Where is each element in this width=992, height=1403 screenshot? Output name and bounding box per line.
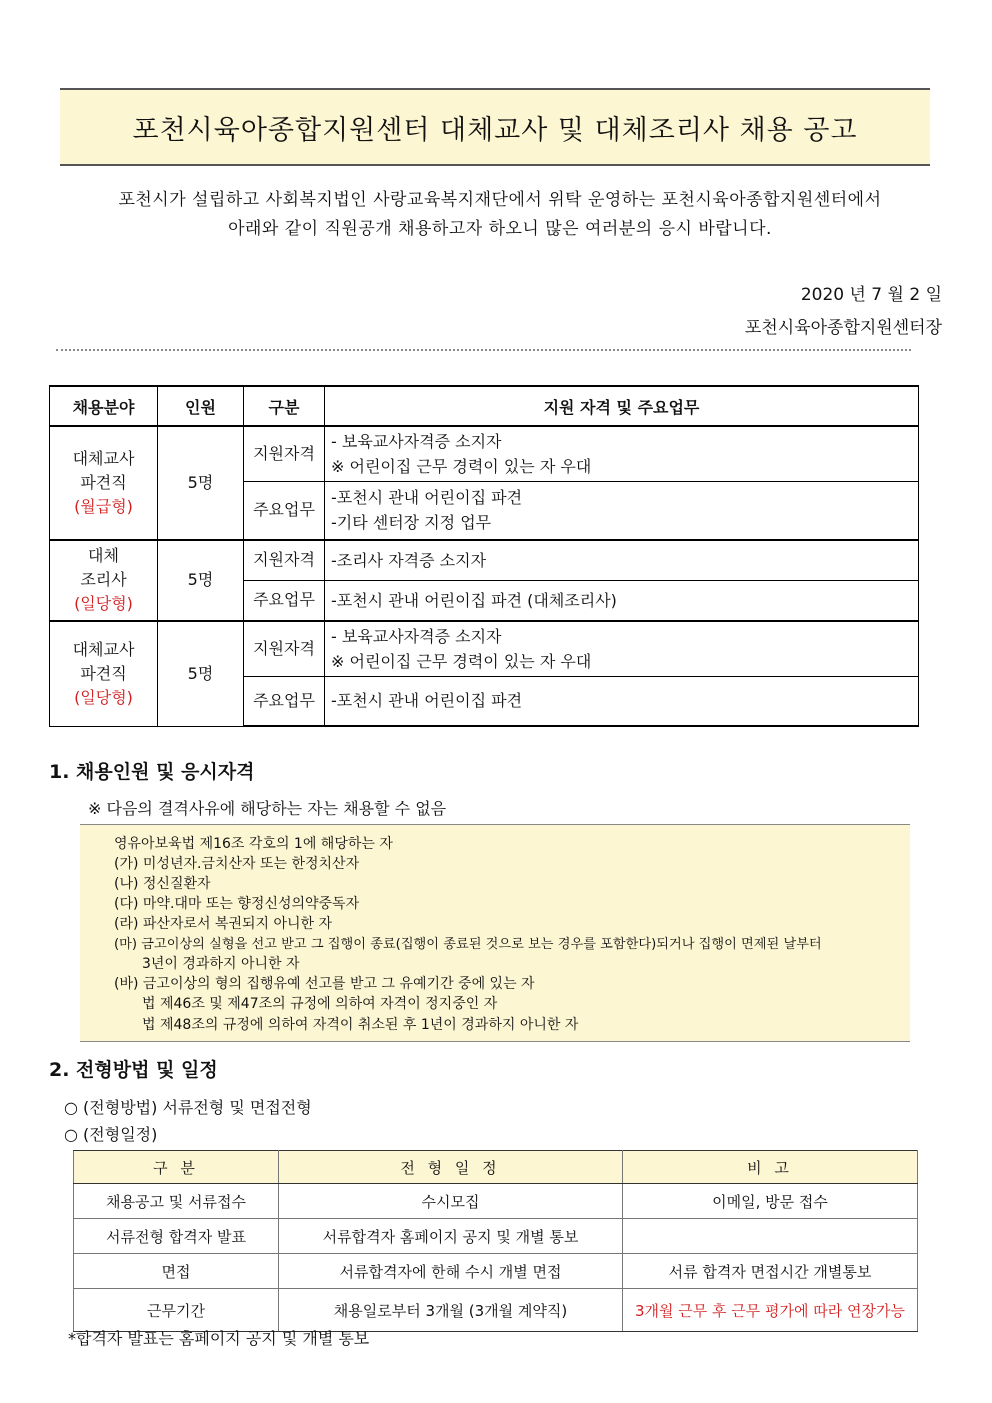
pay-type: (일당형) xyxy=(74,594,133,613)
category-label: 지원자격 xyxy=(244,426,325,482)
table-cell: 서류합격자 홈페이지 공지 및 개별 통보 xyxy=(279,1219,623,1254)
list-item: (마) 금고이상의 실형을 선고 받고 그 집행이 종료(집행이 종료된 것으로 보는 경우를 포함한다)되거나 집행이 면제된 날부터 xyxy=(114,937,822,952)
qualification: -조리사 자격증 소지자 xyxy=(325,540,919,581)
category-label: 지원자격 xyxy=(244,621,325,677)
page-title: 포천시육아종합지원센터 대체교사 및 대체조리사 채용 공고 xyxy=(60,88,930,166)
column-header: 채용분야 xyxy=(50,386,158,426)
jobs-table xyxy=(49,385,919,727)
section-heading: 1. 채용인원 및 응시자격 xyxy=(49,761,255,783)
list-item: (라) 파산자로서 복권되지 아니한 자 xyxy=(114,916,333,932)
list-item: 법 제46조 및 제47조의 규정에 의하여 자격이 정지중인 자 xyxy=(142,996,498,1012)
table-cell: 면접 xyxy=(74,1254,279,1289)
table-cell: 이메일, 방문 접수 xyxy=(623,1184,918,1219)
table-cell: 3개월 근무 후 근무 평가에 따라 연장가능 xyxy=(623,1289,918,1332)
list-item: 영유아보육법 제16조 각호의 1에 해당하는 자 xyxy=(114,836,393,852)
pay-type: (일당형) xyxy=(74,687,133,707)
table-row xyxy=(74,1219,918,1254)
duty: -포천시 관내 어린이집 파견 -기타 센터장 지정 업무 xyxy=(325,482,919,540)
table-cell: 채용일로부터 3개월 (3개월 계약직) xyxy=(279,1289,623,1332)
list-item: 3년이 경과하지 아니한 자 xyxy=(142,956,300,972)
column-header: 인원 xyxy=(158,386,244,426)
list-item: (나) 정신질환자 xyxy=(114,876,211,892)
announce-date: 2020 년 7 월 2 일 xyxy=(800,285,942,305)
disqualification-box xyxy=(80,824,910,1042)
headcount: 5명 xyxy=(158,540,244,621)
table-cell: 채용공고 및 서류접수 xyxy=(74,1184,279,1219)
table-row xyxy=(74,1254,918,1289)
category-label: 주요업무 xyxy=(244,482,325,540)
list-item: 법 제48조의 규정에 의하여 자격이 취소된 후 1년이 경과하지 아니한 자 xyxy=(142,1017,579,1033)
list-item: (다) 마약.대마 또는 향정신성의약중독자 xyxy=(114,896,360,912)
disqualification-note: ※ 다음의 결격사유에 해당하는 자는 채용할 수 없음 xyxy=(88,799,447,818)
table-row xyxy=(50,426,919,482)
intro-line: 아래와 같이 직원공개 채용하고자 하오니 많은 여러분의 응시 바랍니다. xyxy=(228,219,772,239)
headcount: 5명 xyxy=(158,426,244,540)
category-label: 지원자격 xyxy=(244,540,325,581)
column-header: 구 분 xyxy=(74,1151,279,1184)
duty: -포천시 관내 어린이집 파견 (대체조리사) xyxy=(325,581,919,621)
dotted-divider xyxy=(56,349,911,351)
job-field: 대체교사 파견직 (월급형) xyxy=(50,426,158,540)
table-row xyxy=(50,540,919,581)
table-row xyxy=(74,1184,918,1219)
table-header-row xyxy=(50,386,919,426)
category-label: 주요업무 xyxy=(244,676,325,726)
table-cell xyxy=(623,1219,918,1254)
column-header: 전 형 일 정 xyxy=(279,1151,623,1184)
job-field: 대체 조리사 (일당형) xyxy=(50,540,158,621)
column-header: 비 고 xyxy=(623,1151,918,1184)
table-cell: 서류전형 합격자 발표 xyxy=(74,1219,279,1254)
table-row xyxy=(50,621,919,677)
qualification: - 보육교사자격증 소지자 ※ 어린이집 근무 경력이 있는 자 우대 xyxy=(325,621,919,677)
intro-line: 포천시가 설립하고 사회복지법인 사랑교육복지재단에서 위탁 운영하는 포천시육아종합지원센터에서 xyxy=(118,190,882,210)
qualification: - 보육교사자격증 소지자 ※ 어린이집 근무 경력이 있는 자 우대 xyxy=(325,426,919,482)
column-header: 지원 자격 및 주요업무 xyxy=(325,386,919,426)
schedule-label: ○ (전형일정) xyxy=(64,1125,158,1144)
schedule-table xyxy=(73,1150,918,1332)
table-cell: 서류 합격자 면접시간 개별통보 xyxy=(623,1254,918,1289)
column-header: 구분 xyxy=(244,386,325,426)
pay-type: (월급형) xyxy=(74,496,133,516)
organization-name: 포천시육아종합지원센터장 xyxy=(744,318,942,338)
table-cell: 서류합격자에 한해 수시 개별 면접 xyxy=(279,1254,623,1289)
headcount: 5명 xyxy=(158,621,244,727)
table-cell: 수시모집 xyxy=(279,1184,623,1219)
selection-method: ○ (전형방법) 서류전형 및 면접전형 xyxy=(64,1098,312,1117)
table-header-row xyxy=(74,1151,918,1184)
list-item: (바) 금고이상의 형의 집행유예 선고를 받고 그 유예기간 중에 있는 자 xyxy=(114,976,535,992)
duty: -포천시 관내 어린이집 파견 xyxy=(325,676,919,726)
list-item: (가) 미성년자.금치산자 또는 한정치산자 xyxy=(114,856,360,872)
footnote: *합격자 발표는 홈페이지 공지 및 개별 통보 xyxy=(68,1329,370,1348)
intro-text xyxy=(50,186,950,244)
section-heading: 2. 전형방법 및 일정 xyxy=(49,1059,218,1081)
job-field: 대체교사 파견직 (일당형) xyxy=(50,621,158,727)
category-label: 주요업무 xyxy=(244,581,325,621)
table-cell: 근무기간 xyxy=(74,1289,279,1332)
